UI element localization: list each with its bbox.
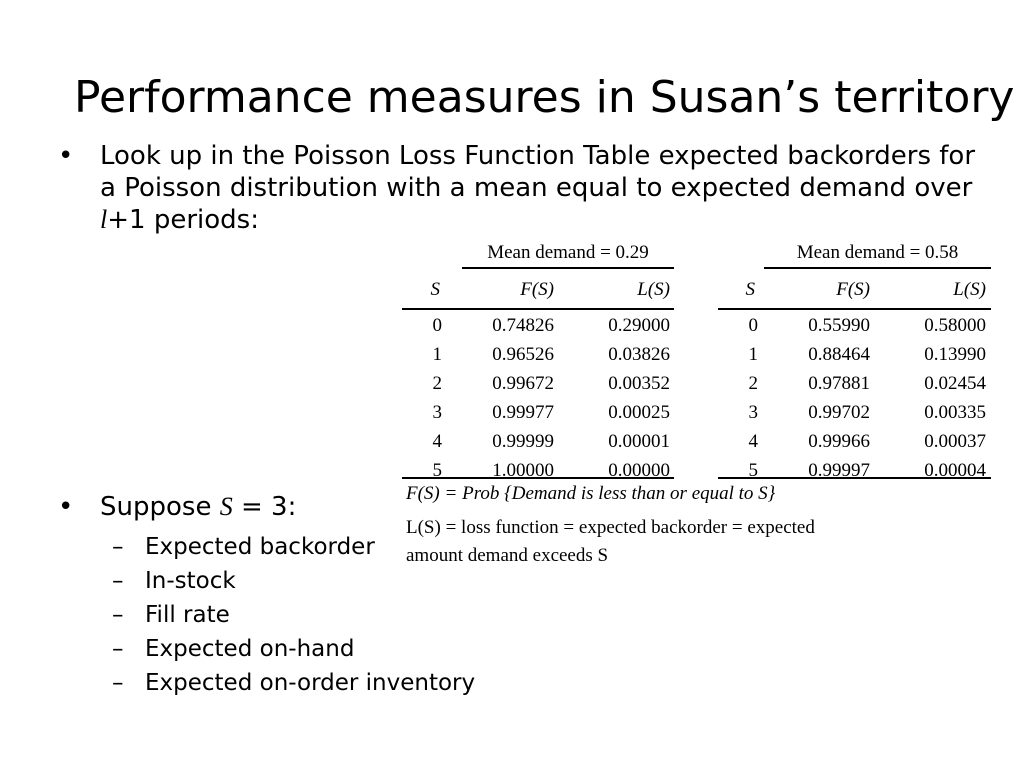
table-cell-ls-value: 0.58000 [924,315,986,336]
table-cell-fs-value: 0.74826 [492,315,554,336]
ls-definition-line2: amount demand exceeds S [406,545,609,566]
table-cell-ls-value: 0.00004 [924,460,986,481]
table-cell-fs-value: 0.99997 [808,460,870,481]
table-cell-s-value: 5 [432,460,442,481]
table-cell-fs-value: 0.99672 [492,373,554,394]
bullet-lookup-text: Look up in the Poisson Loss Function Table expected backorders for a Poisson distribution with a mean equal to expected demand over l+1 periods: [100,141,976,235]
table-cell-s-value: 3 [748,402,758,423]
table-cell-s-value: 2 [432,373,442,394]
bullet-marker: • [58,492,74,522]
table-cell-ls-value: 0.00001 [608,431,670,452]
header-s: S [745,279,755,300]
header-rule [402,308,674,310]
table-cell-s-value: 1 [748,344,758,365]
list-item-expected-on-order: – Expected on-order inventory [112,670,476,696]
header-fs: F(S) [836,279,870,300]
loss-table-mean-029 [402,239,674,489]
table-cell-fs-value: 0.99999 [492,431,554,452]
header-ls: L(S) [637,279,670,300]
header-fs: F(S) [520,279,554,300]
table-cell-s-value: 0 [748,315,758,336]
table-cell-ls-value: 0.29000 [608,315,670,336]
table-cell-s-value: 0 [432,315,442,336]
table-cell-fs-value: 0.99977 [492,402,554,423]
table-mean-label: Mean demand = 0.29 [462,239,674,269]
table-cell-ls-value: 0.00037 [924,431,986,452]
table-cell-fs-value: 0.55990 [808,315,870,336]
table-cell-ls-value: 0.02454 [924,373,986,394]
table-cell-fs-value: 0.88464 [808,344,870,365]
loss-table-mean-058 [718,239,991,489]
bullet-marker: • [58,141,74,171]
table-cell-fs-value: 0.97881 [808,373,870,394]
fs-definition: F(S) = Prob {Demand is less than or equal to S} [406,483,776,504]
header-s: S [430,279,440,300]
table-mean-label: Mean demand = 0.58 [764,239,991,269]
table-cell-ls-value: 0.00025 [608,402,670,423]
list-item-fill-rate: – Fill rate [112,602,230,628]
table-cell-fs-value: 1.00000 [492,460,554,481]
table-cell-ls-value: 0.00000 [608,460,670,481]
table-cell-s-value: 4 [432,431,442,452]
list-item-expected-on-hand: – Expected on-hand [112,636,355,662]
table-cell-s-value: 5 [748,460,758,481]
slide-title: Performance measures in Susan’s territory [74,72,1015,123]
table-cell-s-value: 4 [748,431,758,452]
measure-list [112,530,492,700]
variable-s: S [219,492,233,521]
header-ls: L(S) [953,279,986,300]
table-cell-ls-value: 0.00352 [608,373,670,394]
header-rule [718,308,991,310]
table-cell-fs-value: 0.99966 [808,431,870,452]
table-cell-ls-value: 0.03826 [608,344,670,365]
variable-l: l [100,205,108,234]
list-item-expected-backorder: – Expected backorder [112,534,375,560]
bullet-suppose-text: Suppose S = 3: [100,492,297,522]
table-cell-fs-value: 0.96526 [492,344,554,365]
ls-definition-line1: L(S) = loss function = expected backorder = expected [406,517,815,538]
table-cell-s-value: 2 [748,373,758,394]
table-cell-fs-value: 0.99702 [808,402,870,423]
table-cell-ls-value: 0.00335 [924,402,986,423]
table-cell-s-value: 1 [432,344,442,365]
list-item-in-stock: – In-stock [112,568,236,594]
table-cell-s-value: 3 [432,402,442,423]
table-cell-ls-value: 0.13990 [924,344,986,365]
